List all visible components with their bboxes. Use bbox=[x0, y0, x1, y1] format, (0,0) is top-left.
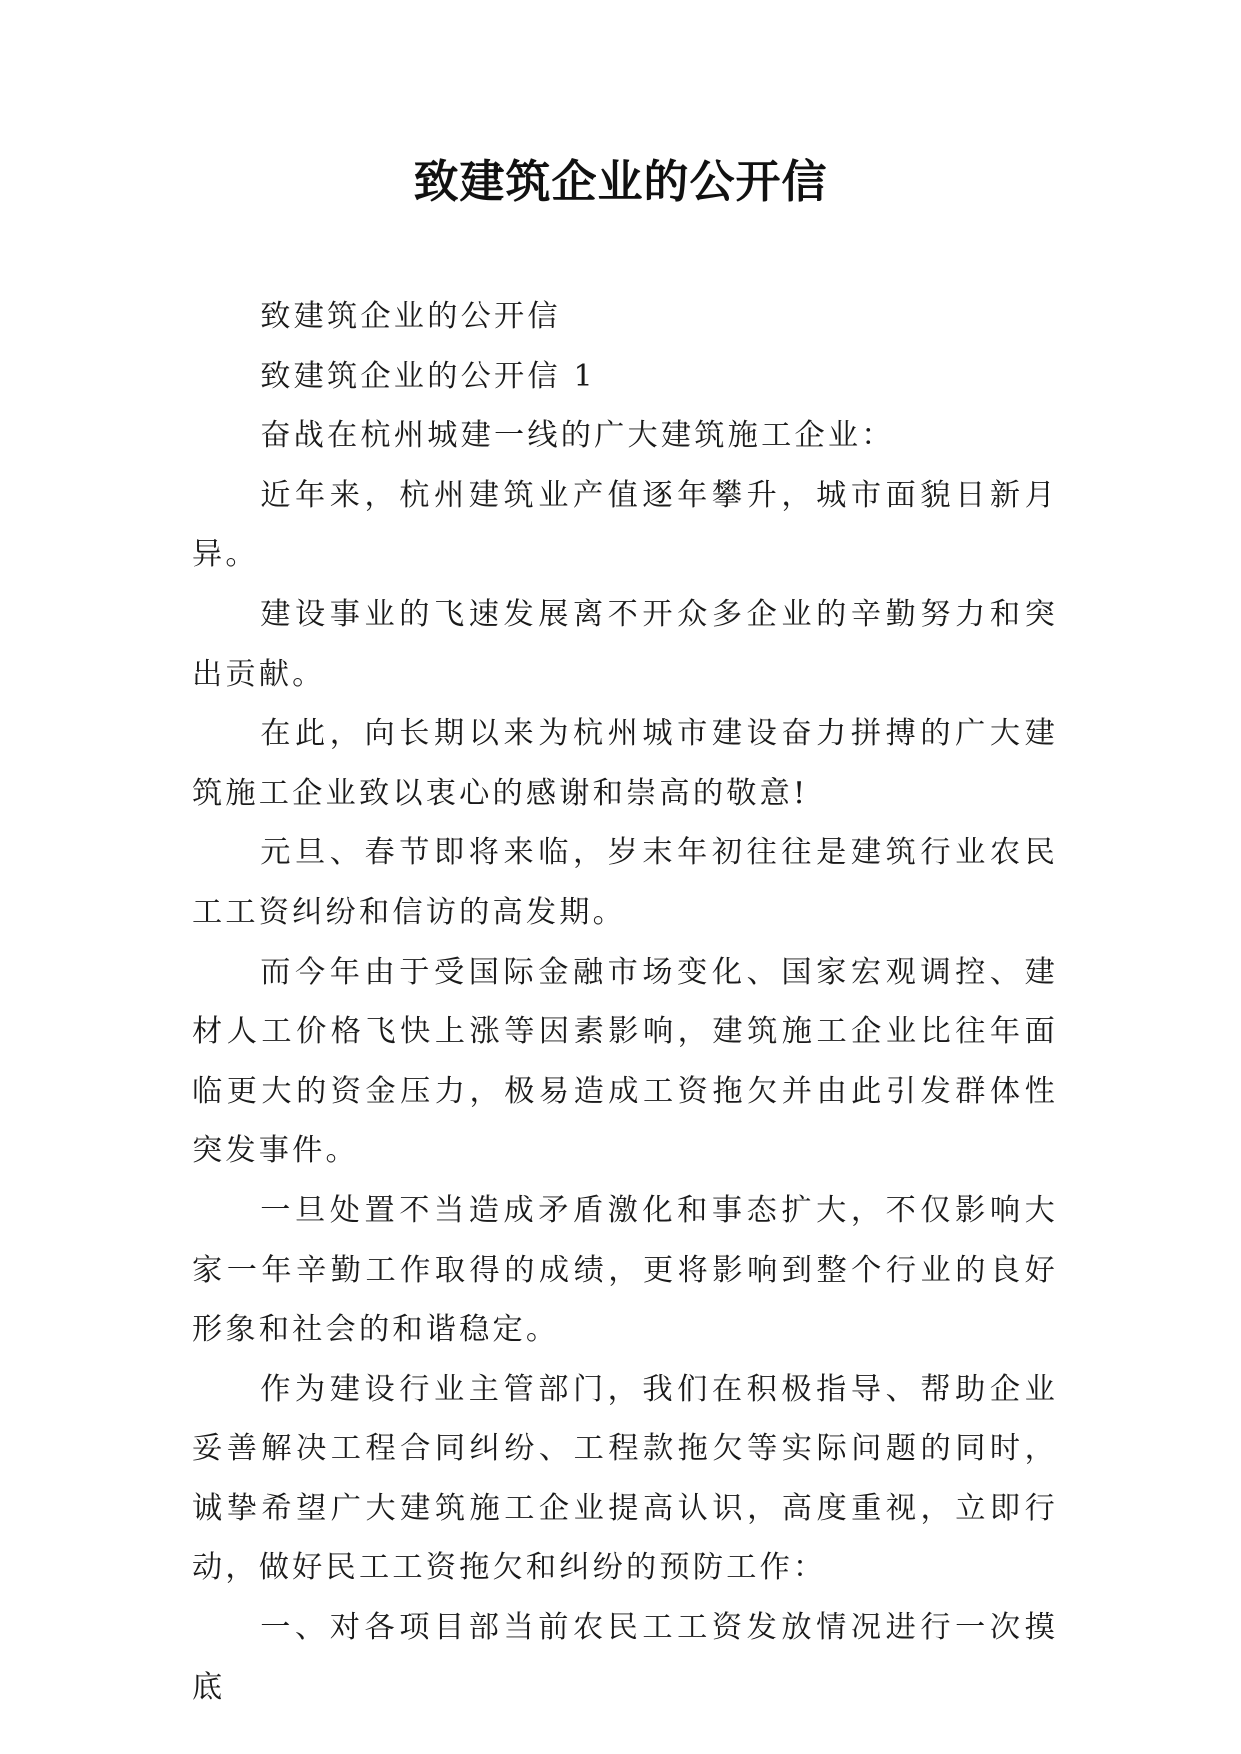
paragraph: 而今年由于受国际金融市场变化、国家宏观调控、建材人工价格飞快上涨等因素影响，建筑施工企业比往年面临更大的资金压力，极易造成工资拖欠并由此引发群体性突发事件。 bbox=[192, 954, 1058, 1169]
paragraph: 建设事业的飞速发展离不开众多企业的辛勤努力和突出贡献。 bbox=[192, 596, 1058, 692]
paragraph: 元旦、春节即将来临，岁末年初往往是建筑行业农民工工资纠纷和信访的高发期。 bbox=[192, 835, 1058, 930]
paragraph: 致建筑企业的公开信 bbox=[260, 299, 561, 334]
document-body bbox=[192, 287, 1058, 1717]
paragraph: 近年来，杭州建筑业产值逐年攀升，城市面貌日新月异。 bbox=[192, 477, 1058, 573]
paragraph: 一旦处置不当造成矛盾激化和事态扩大，不仅影响大家一年辛勤工作取得的成绩，更将影响到整个行业的良好形象和社会的和谐稳定。 bbox=[192, 1192, 1058, 1348]
paragraph: 一、对各项目部当前农民工工资发放情况进行一次摸底 bbox=[192, 1610, 1058, 1705]
paragraph: 作为建设行业主管部门，我们在积极指导、帮助企业妥善解决工程合同纠纷、工程款拖欠等实际问题的同时，诚挚希望广大建筑施工企业提高认识，高度重视，立即行动，做好民工工资拖欠和纠纷的预防工作： bbox=[192, 1371, 1058, 1586]
paragraph: 在此，向长期以来为杭州城市建设奋力拼搏的广大建筑施工企业致以衷心的感谢和崇高的敬意! bbox=[192, 716, 1058, 811]
paragraph: 致建筑企业的公开信 1 bbox=[260, 358, 596, 394]
document-title: 致建筑企业的公开信 bbox=[413, 155, 828, 208]
paragraph: 奋战在杭州城建一线的广大建筑施工企业： bbox=[260, 418, 895, 454]
